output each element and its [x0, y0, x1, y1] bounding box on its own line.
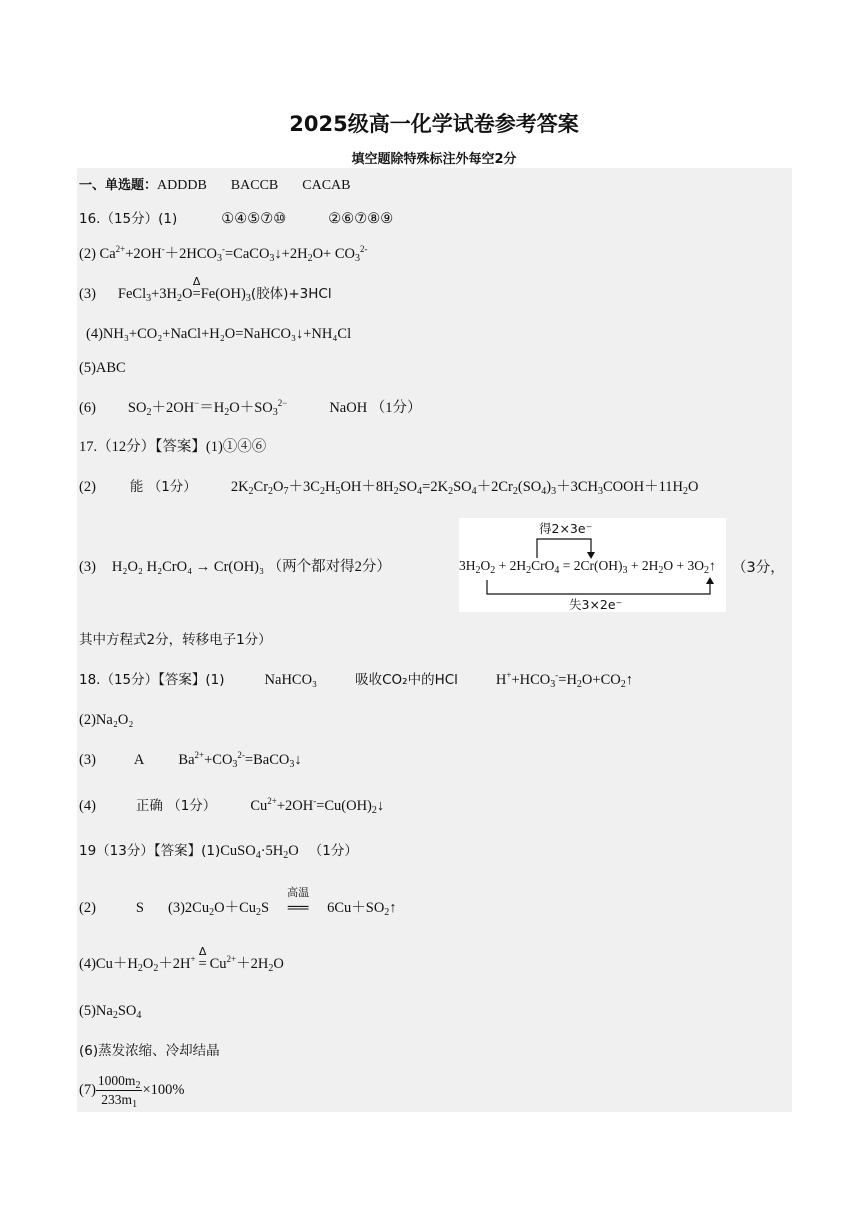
redox-equation: $3H_2O_2 + 2H_2CrO_4 = 2Cr(OH)_3 + 2H_2O$ + $3O_2↑$: [459, 558, 716, 576]
q16-p6-label: (6): [79, 400, 96, 416]
q19-p3-label: (3): [168, 900, 185, 916]
q18-head: 18.（15分）【答案】(1): [79, 672, 225, 688]
q18-p1-b: NaHCO₃: [264, 672, 318, 688]
q18-p3-a: A: [133, 752, 145, 768]
q19-p7-label: (7): [79, 1081, 96, 1098]
q16-answer-b: ②⑥⑦⑧⑨: [328, 211, 394, 227]
q17-note: 其中方程式2分，转移电子1分）: [79, 632, 272, 648]
q16-line-5: (5)ABC: [79, 360, 126, 376]
section-one-label: 一、单选题：: [79, 178, 158, 193]
q16-p6-b: NaOH （1分）: [329, 400, 422, 416]
q17-p3-a: H₂O₂ H₂CrO₄ → Cr(OH)₃ （两个都对得2分）: [111, 559, 391, 575]
q19-line-1: 19（13分）【答案】$(1)CuSO_4\cdot 5H_2O$ （1分）: [79, 843, 358, 861]
q16-head: 16.（15分）(1): [79, 211, 178, 227]
page-subtitle: 填空题除特殊标注外每空2分: [351, 152, 517, 167]
q17-p3-tail: （3分，: [732, 560, 785, 576]
q19-line-4: $(4)Cu+H_2O_2+2H^+$ Δ = $Cu^{2+}+2H_2O$: [79, 945, 284, 974]
page-title: 2025级高一化学试卷参考答案: [289, 112, 579, 136]
lose-electrons-label: 失3×2e⁻: [569, 597, 623, 612]
fraction-numerator: $1000m_2$: [97, 1073, 141, 1091]
gain-electrons-label: 得2×3e⁻: [539, 521, 593, 536]
q18-line-1: 18.（15分）【答案】(1) NaHCO₃ 吸收CO₂中的HCl $H^++HCO_3^-=H_2O+CO_2↑$: [79, 670, 633, 690]
q16-line-1: [79, 210, 393, 228]
q16-p3-label: (3): [79, 286, 96, 302]
q18-line-2: (2)Na₂O₂: [79, 712, 134, 728]
heat-symbol-2: Δ: [198, 945, 207, 958]
single-choice-line: [79, 177, 351, 195]
q17-p3-label: (3): [79, 559, 96, 575]
heat-symbol: Δ: [192, 275, 201, 288]
fraction-denominator: $233m_1$: [101, 1092, 138, 1110]
q19-head: 19（13分）【答案】(1): [79, 843, 221, 859]
answer-group-2: BACCB: [230, 178, 279, 193]
q16-p2-label: (2): [79, 246, 96, 262]
q16-line-6: (6) $SO_2+2OH^-=H_2O+SO_3^{2-}$ NaOH （1分）: [79, 398, 422, 418]
q19-line-6: (6)蒸发浓缩、冷却结晶: [79, 1043, 220, 1059]
q19-p7-tail: ×100%: [142, 1081, 185, 1098]
q19-line-2: (2) S $(3)2Cu_2O+Cu_2S$ 高温 ══ $6Cu+SO_2↑$: [79, 886, 397, 918]
answer-group-3: CACAB: [302, 178, 351, 193]
q19-p4-label: (4): [79, 956, 96, 972]
q16-colloid: (胶体)+3HCl: [250, 286, 332, 302]
q17-line-3: [79, 558, 391, 576]
yield-fraction: [96, 1072, 143, 1109]
q16-line-4: (4)NH₃+CO₂+NaCl+H₂O=NaHCO₃↓+NH₄Cl: [86, 326, 352, 342]
q17-line-2: (2) 能 （1分） $2K_2Cr_2O_7+3C_2H_5OH+8H_2SO_4=2K_2SO_4+2Cr_2(SO_4)_3+3CH_3COOH+11H_2O$: [79, 479, 699, 497]
q19-p5-label: (5): [79, 1003, 96, 1019]
q16-answer-a: ①④⑤⑦⑩: [221, 211, 287, 227]
q16-line-3: (3) $FeCl_3+3H_2O$ Δ $=Fe(OH)_3$(胶体)+3HCl: [79, 275, 332, 304]
q17-p2-a: 能 （1分）: [129, 479, 197, 495]
answer-group-1: ADDDB: [157, 178, 207, 193]
q18-line-3: (3) A $Ba^{2+}+CO_3^{2-}=BaCO_3↓$: [79, 750, 302, 770]
q19-p2-a: S: [135, 900, 144, 916]
q18-p4-a: 正确 （1分）: [135, 798, 217, 814]
q16-line-2: (2) $Ca^{2+}+2OH^-+2HCO_3^-=CaCO_3↓+2H_2O+ CO_3^{2-}$: [79, 244, 368, 264]
q19-line-7: [79, 1072, 184, 1109]
q18-line-4: (4) 正确 （1分） $Cu^{2+}+2OH^-=Cu(OH)_2↓$: [79, 796, 385, 816]
q18-p4-label: (4): [79, 798, 96, 814]
q19-p1-tail: （1分）: [308, 843, 358, 859]
q18-p3-label: (3): [79, 752, 96, 768]
q19-p2-label: (2): [79, 900, 96, 916]
electron-transfer-diagram: [459, 518, 726, 612]
q19-line-5: $(5)Na_2SO_4$: [79, 1003, 142, 1021]
q18-p1-c: 吸收CO₂中的HCl: [355, 672, 458, 688]
q17-p2-label: (2): [79, 479, 96, 495]
q17-line-1: 17.（12分）【答案】(1)①④⑥: [79, 439, 267, 455]
high-temp-label: 高温: [287, 886, 310, 899]
